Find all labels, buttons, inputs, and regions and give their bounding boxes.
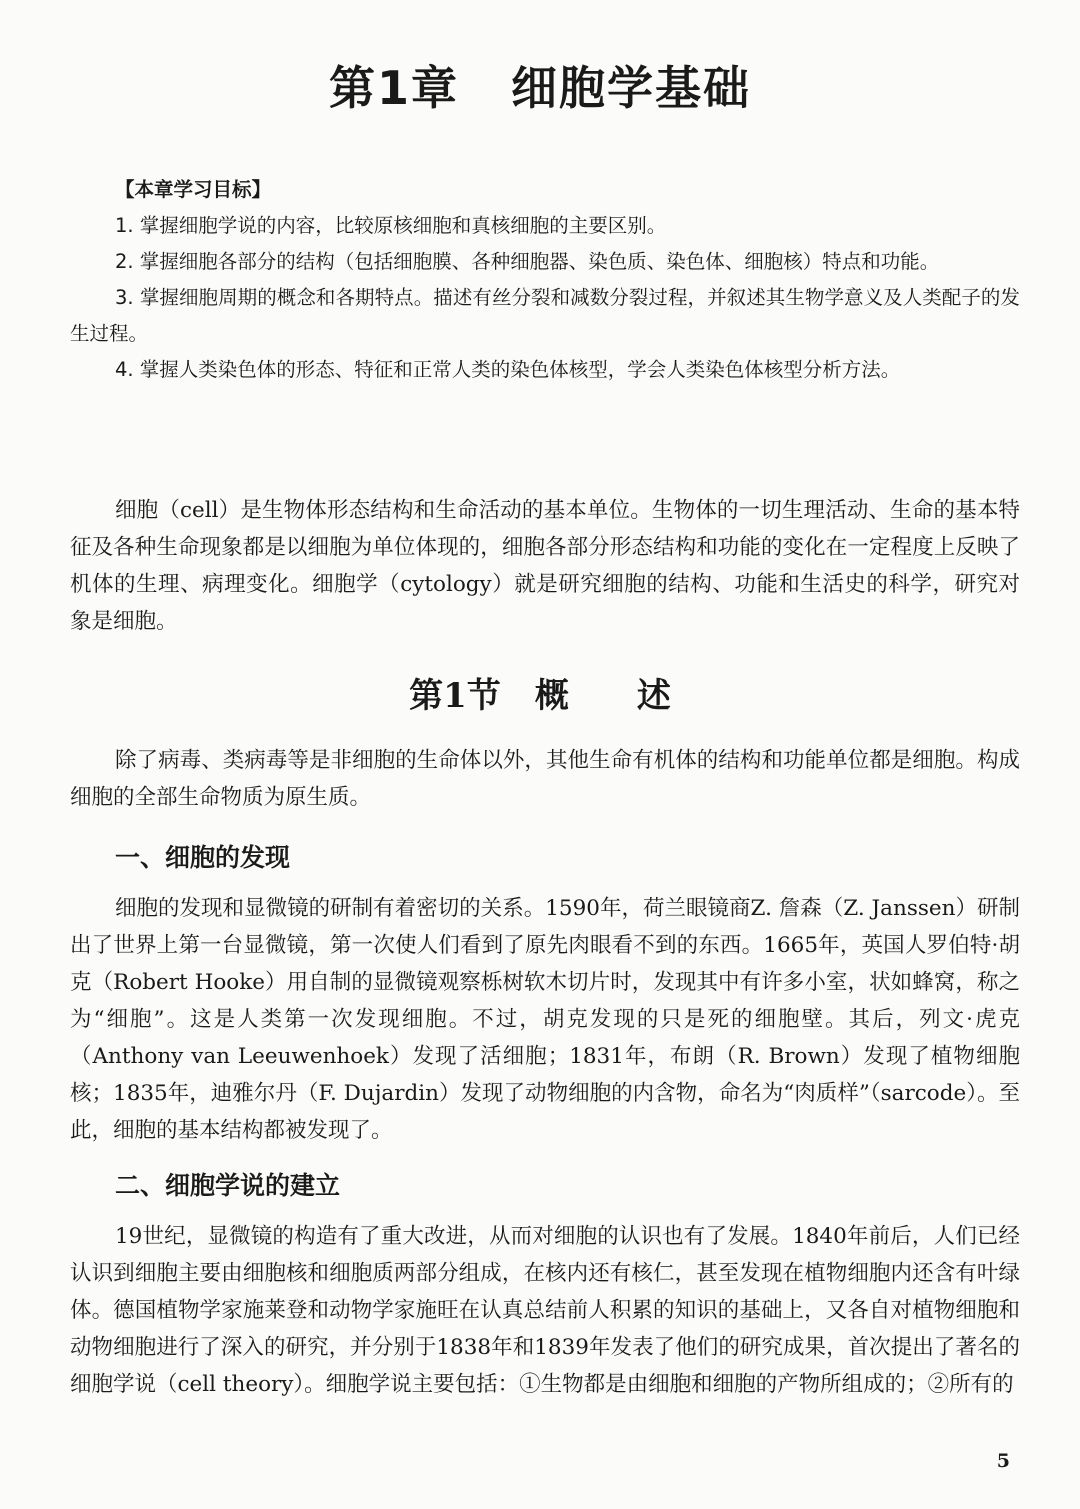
section-intro-block <box>70 742 1020 816</box>
section-title: 第1节 概 述 <box>409 676 671 716</box>
objective-item: 3. 掌握细胞周期的概念和各期特点。描述有丝分裂和减数分裂过程，并叙述其生物学意义及人类配子的发生过程。 <box>70 286 1020 345</box>
discovery-text-block <box>70 890 1020 1149</box>
discovery-paragraph: 细胞的发现和显微镜的研制有着密切的关系。1590年，荷兰眼镜商Z. 詹森（Z. Janssen）研制出了世界上第一台显微镜，第一次使人们看到了原先肉眼看不到的东西。1665年，英国人罗伯特·胡克（Robert Hooke）用自制的显微镜观察栎树软木切片时，发现其中有许多小室，状如蜂窝，称之为“细胞”。这是人类第一次发现细胞。不过，胡克发现的只是死的细胞壁。其后，列文·虎克（Anthony van Leeuwenhoek）发现了活细胞；1831年，布朗（R. Brown）发现了植物细胞核；1835年，迪雅尔丹（F. Dujardin）发现了动物细胞的内含物，命名为“肉质样”（sarcode）。至此，细胞的基本结构都被发现了。 <box>70 896 1020 1143</box>
objective-item: 2. 掌握细胞各部分的结构（包括细胞膜、各种细胞器、染色质、染色体、细胞核）特点和功能。 <box>115 250 940 273</box>
page-number: 5 <box>996 1450 1010 1472</box>
cell-theory-paragraph: 19世纪，显微镜的构造有了重大改进，从而对细胞的认识也有了发展。1840年前后，人们已经认识到细胞主要由细胞核和细胞质两部分组成，在核内还有核仁，甚至发现在植物细胞内还含有叶绿体。德国植物学家施莱登和动物学家施旺在认真总结前人积累的知识的基础上，又各自对植物细胞和动物细胞进行了深入的研究，并分别于1838年和1839年发表了他们的研究成果，首次提出了著名的细胞学说（cell theory）。细胞学说主要包括：①生物都是由细胞和细胞的产物所组成的；②所有的 <box>70 1224 1020 1397</box>
objective-item: 1. 掌握细胞学说的内容，比较原核细胞和真核细胞的主要区别。 <box>115 214 667 237</box>
objectives-heading: 【本章学习目标】 <box>115 178 272 201</box>
cell-theory-text-block <box>70 1218 1020 1403</box>
chapter-title <box>0 52 1080 118</box>
objective-item: 4. 掌握人类染色体的形态、特征和正常人类的染色体核型，学会人类染色体核型分析方法。 <box>115 358 901 381</box>
learning-objectives <box>70 172 1020 388</box>
subsection-heading-cell-theory: 二、细胞学说的建立 <box>115 1171 341 1200</box>
section-intro-paragraph: 除了病毒、类病毒等是非细胞的生命体以外，其他生命有机体的结构和功能单位都是细胞。构成细胞的全部生命物质为原生质。 <box>70 748 1020 810</box>
chapter-number: 第1章 <box>328 61 459 115</box>
subsection-heading-discovery: 一、细胞的发现 <box>115 843 291 872</box>
intro-paragraph-block <box>70 492 1020 640</box>
chapter-name: 细胞学基础 <box>511 61 751 115</box>
intro-paragraph: 细胞（cell）是生物体形态结构和生命活动的基本单位。生物体的一切生理活动、生命的基本特征及各种生命现象都是以细胞为单位体现的，细胞各部分形态结构和功能的变化在一定程度上反映了机体的生理、病理变化。细胞学（cytology）就是研究细胞的结构、功能和生活史的科学，研究对象是细胞。 <box>70 498 1020 634</box>
